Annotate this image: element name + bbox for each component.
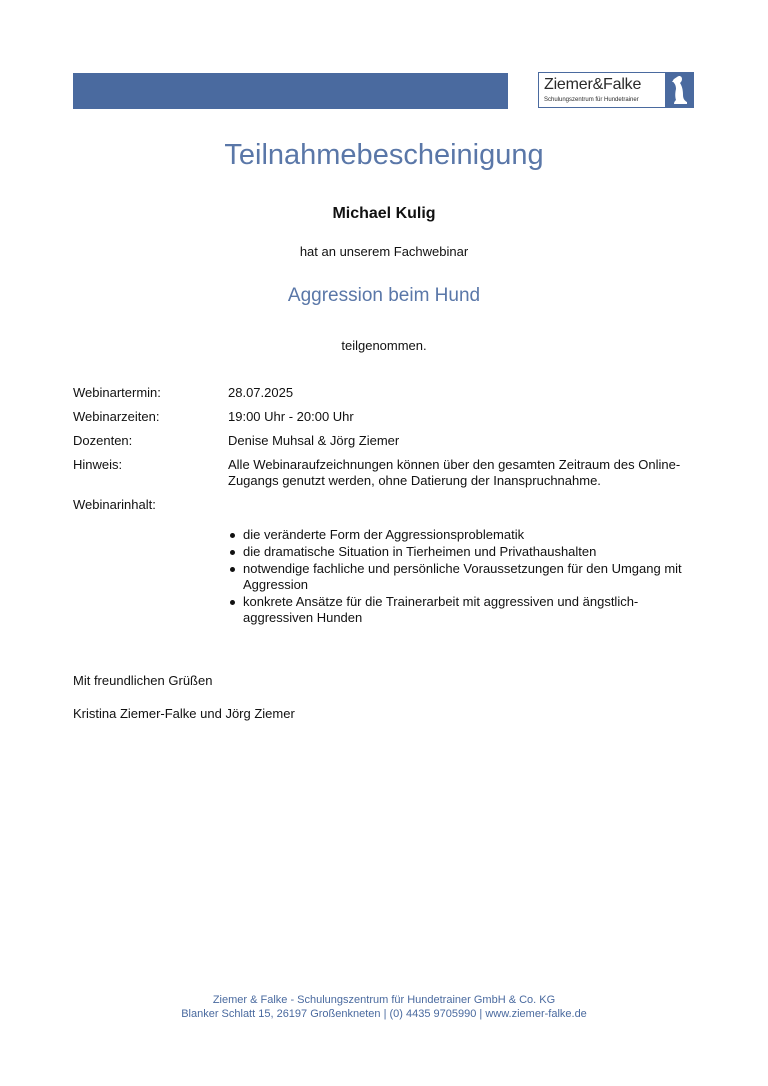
company-logo	[538, 72, 694, 108]
list-item: die veränderte Form der Aggressionsproblematik	[228, 527, 688, 543]
list-item: die dramatische Situation in Tierheimen und Privathaushalten	[228, 544, 688, 560]
logo-subtitle: Schulungszentrum für Hundetrainer	[544, 97, 639, 103]
participant-name: Michael Kulig	[332, 205, 436, 222]
time-value: 19:00 Uhr - 20:00 Uhr	[228, 409, 354, 424]
outro-text: teilgenommen.	[341, 338, 427, 353]
logo-main-text: Ziemer&Falke	[544, 76, 642, 93]
bullet-icon	[230, 600, 235, 605]
footer-address: Blanker Schlatt 15, 26197 Großenkneten | (0) 4435 9705990 | www.ziemer-falke.de	[181, 1008, 587, 1020]
list-item: konkrete Ansätze für die Trainerarbeit mit aggressiven und ängstlich- aggressiven Hunden	[228, 594, 688, 626]
list-item: notwendige fachliche und persönliche Voraussetzungen für den Umgang mit Aggression	[228, 561, 688, 593]
dog-silhouette-icon	[665, 73, 693, 107]
bullet-icon	[230, 550, 235, 555]
intro-text: hat an unserem Fachwebinar	[299, 244, 469, 259]
header-bar	[73, 73, 508, 109]
note-line-1: Alle Webinaraufzeichnungen können über den gesamten Zeitraum des Online-	[228, 457, 681, 472]
course-title: Aggression beim Hund	[287, 285, 481, 306]
note-value	[228, 457, 688, 489]
note-label: Hinweis:	[73, 457, 123, 472]
note-line-2: Zugangs genutzt werden, ohne Datierung der Inanspruchnahme.	[228, 473, 601, 488]
lecturers-value: Denise Muhsal & Jörg Ziemer	[228, 433, 400, 448]
closing-greeting: Mit freundlichen Grüßen	[73, 673, 213, 688]
footer-company: Ziemer & Falke - Schulungszentrum für Hundetrainer GmbH & Co. KG	[212, 994, 556, 1006]
date-value: 28.07.2025	[228, 385, 294, 400]
content-list	[228, 527, 688, 627]
time-label: Webinarzeiten:	[73, 409, 160, 424]
signatories: Kristina Ziemer-Falke und Jörg Ziemer	[73, 706, 295, 721]
lecturers-label: Dozenten:	[73, 433, 133, 448]
date-label: Webinartermin:	[73, 385, 161, 400]
content-label: Webinarinhalt:	[73, 497, 156, 512]
bullet-icon	[230, 533, 235, 538]
bullet-icon	[230, 567, 235, 572]
page-title: Teilnahmebescheinigung	[224, 139, 544, 171]
